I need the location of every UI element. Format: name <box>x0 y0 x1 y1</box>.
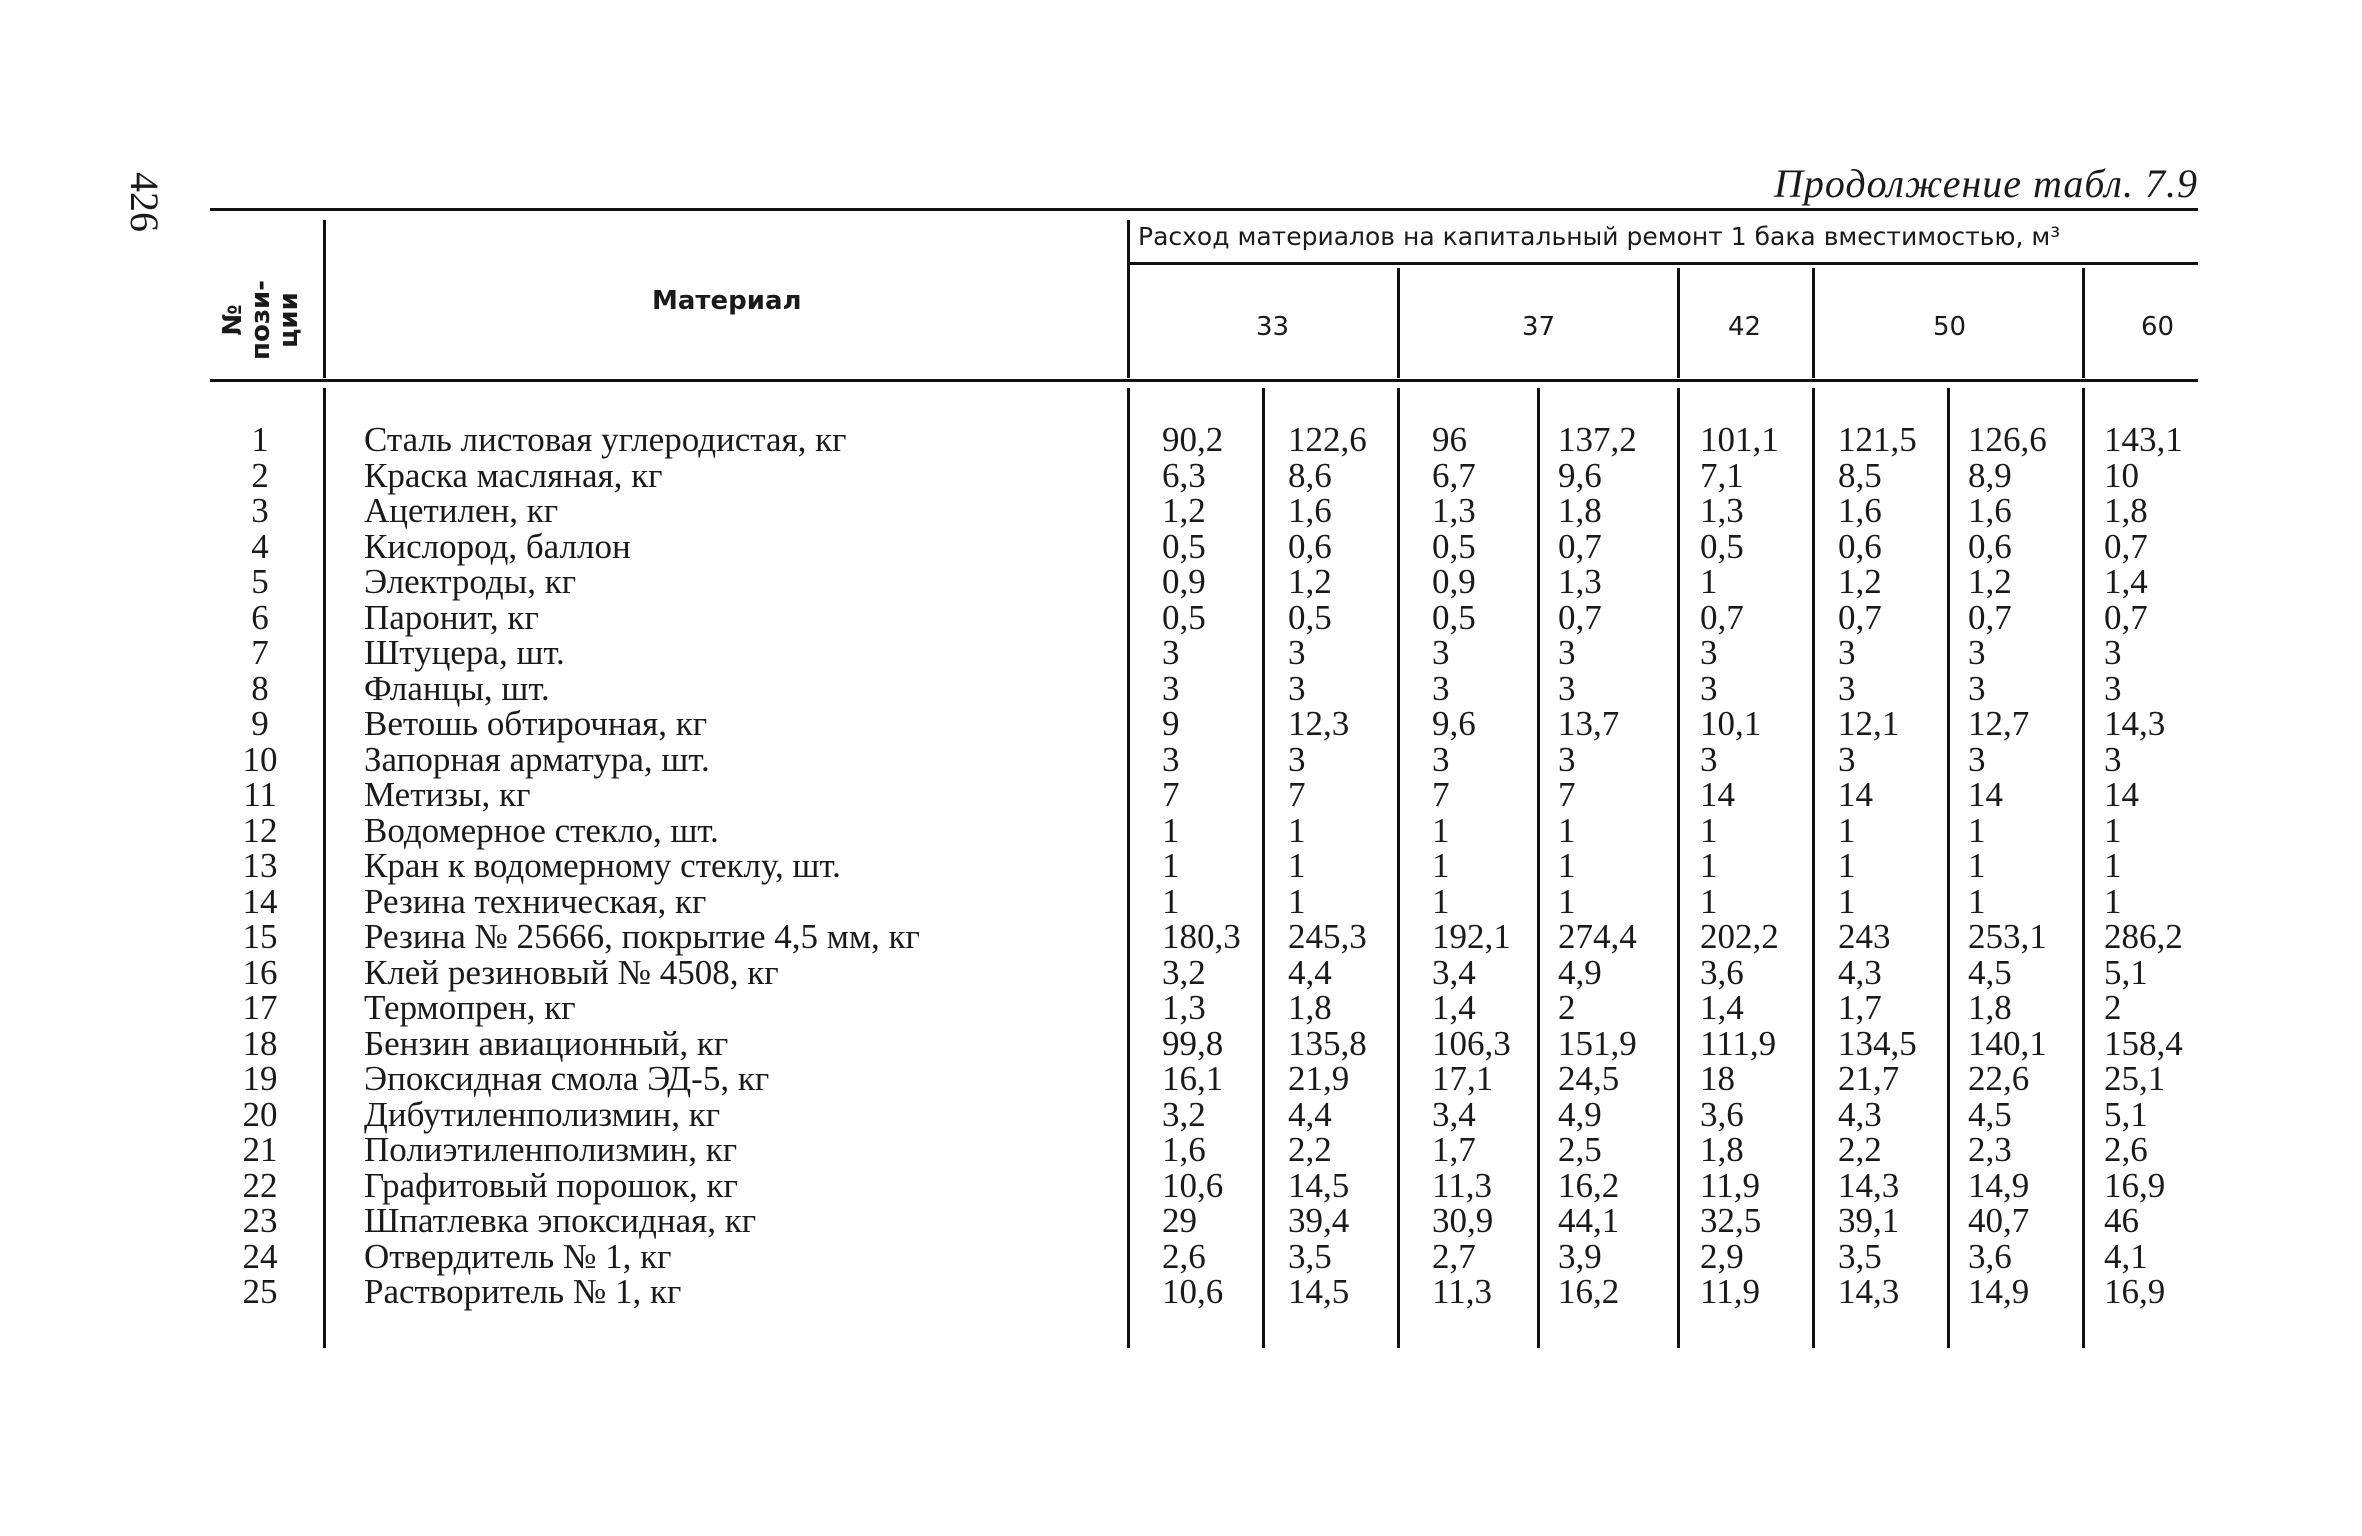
consumption-value: 1 <box>1700 562 1718 601</box>
volume-header-33: 33 <box>1256 312 1290 342</box>
position-number: 8 <box>251 668 269 708</box>
consumption-value: 44,1 <box>1558 1201 1620 1240</box>
consumption-value: 17,1 <box>1432 1059 1494 1098</box>
consumption-value: 1,7 <box>1838 988 1882 1027</box>
consumption-value: 274,4 <box>1558 917 1637 956</box>
consumption-value: 137,2 <box>1558 420 1637 459</box>
table-row <box>0 881 2362 921</box>
consumption-value: 4,9 <box>1558 1094 1602 1134</box>
position-number: 19 <box>242 1059 278 1098</box>
consumption-value: 3 <box>1162 633 1180 672</box>
consumption-value: 1,6 <box>1838 491 1882 530</box>
consumption-value: 1 <box>2104 881 2122 921</box>
consumption-value: 101,1 <box>1700 420 1779 459</box>
consumption-value: 3 <box>1968 739 1986 779</box>
consumption-value: 134,5 <box>1838 1023 1917 1063</box>
consumption-value: 1,8 <box>1288 988 1332 1027</box>
consumption-value: 2,3 <box>1968 1130 2012 1169</box>
material-name: Полиэтиленполизмин, кг <box>364 1130 738 1169</box>
consumption-value: 16,2 <box>1558 1272 1620 1311</box>
consumption-value: 0,5 <box>1432 597 1476 637</box>
table-caption: Продолжение табл. 7.9 <box>1773 161 2198 206</box>
table-row <box>0 526 2362 566</box>
consumption-value: 3 <box>2104 668 2122 708</box>
position-number: 15 <box>242 917 278 956</box>
consumption-value: 16,2 <box>1558 1165 1620 1205</box>
consumption-value: 3 <box>1838 668 1856 708</box>
consumption-value: 6,3 <box>1162 455 1206 495</box>
page-number: 426 <box>122 172 167 232</box>
consumption-value: 1,6 <box>1162 1130 1206 1169</box>
consumption-value: 1 <box>1558 881 1576 921</box>
consumption-value: 2 <box>1558 988 1576 1027</box>
consumption-value: 1 <box>1288 810 1306 850</box>
consumption-value: 7,1 <box>1700 455 1744 495</box>
consumption-value: 14 <box>1700 775 1735 814</box>
consumption-value: 0,6 <box>1968 526 2012 566</box>
consumption-value: 3 <box>1700 668 1718 708</box>
consumption-value: 2,7 <box>1432 1236 1476 1276</box>
position-number: 17 <box>242 988 278 1027</box>
consumption-value: 126,6 <box>1968 420 2047 459</box>
material-name: Дибутиленполизмин, кг <box>364 1094 721 1134</box>
consumption-value: 1 <box>1288 881 1306 921</box>
consumption-value: 0,9 <box>1162 562 1206 601</box>
consumption-value: 4,9 <box>1558 952 1602 992</box>
consumption-value: 0,5 <box>1700 526 1744 566</box>
consumption-value: 0,7 <box>2104 526 2148 566</box>
consumption-value: 1 <box>1432 846 1450 885</box>
consumption-value: 140,1 <box>1968 1023 2047 1063</box>
consumption-value: 0,5 <box>1432 526 1476 566</box>
consumption-value: 202,2 <box>1700 917 1779 956</box>
consumption-value: 1 <box>1838 846 1856 885</box>
consumption-value: 3 <box>1838 739 1856 779</box>
position-number: 16 <box>242 952 278 992</box>
consumption-value: 14,5 <box>1288 1272 1350 1311</box>
subheader-rule <box>1128 262 2198 265</box>
consumption-value: 21,9 <box>1288 1059 1350 1098</box>
consumption-value: 39,1 <box>1838 1201 1900 1240</box>
volume-header-50: 50 <box>1933 312 1967 342</box>
consumption-value: 0,7 <box>1838 597 1882 637</box>
consumption-value: 3 <box>1968 668 1986 708</box>
table-row <box>0 493 2362 529</box>
consumption-value: 11,3 <box>1432 1165 1492 1205</box>
consumption-value: 32,5 <box>1700 1201 1762 1240</box>
table-row <box>0 1274 2362 1310</box>
table-row <box>0 1094 2362 1134</box>
consumption-value: 1,2 <box>1838 562 1882 601</box>
consumption-value: 9,6 <box>1432 704 1476 743</box>
consumption-value: 0,9 <box>1432 562 1476 601</box>
consumption-value: 40,7 <box>1968 1201 2030 1240</box>
consumption-value: 1,3 <box>1558 562 1602 601</box>
consumption-value: 3,4 <box>1432 952 1476 992</box>
consumption-value: 14 <box>1968 775 2003 814</box>
table-row <box>0 1203 2362 1239</box>
consumption-value: 3,2 <box>1162 1094 1206 1134</box>
consumption-value: 18 <box>1700 1059 1735 1098</box>
volume-header-37: 37 <box>1522 312 1556 342</box>
col-divider <box>1812 268 1815 378</box>
position-header: № пози- ции <box>218 280 304 360</box>
consumption-value: 96 <box>1432 420 1467 459</box>
consumption-value: 16,9 <box>2104 1272 2166 1311</box>
consumption-value: 0,5 <box>1162 526 1206 566</box>
material-name: Сталь листовая углеродистая, кг <box>364 420 847 459</box>
material-name: Термопрен, кг <box>364 988 576 1027</box>
consumption-value: 3 <box>2104 739 2122 779</box>
consumption-value: 14,3 <box>1838 1165 1900 1205</box>
consumption-value: 1 <box>1558 846 1576 885</box>
material-name: Метизы, кг <box>364 775 531 814</box>
consumption-value: 1 <box>1162 881 1180 921</box>
consumption-value: 192,1 <box>1432 917 1511 956</box>
consumption-value: 1 <box>1162 846 1180 885</box>
material-name: Ацетилен, кг <box>364 491 559 530</box>
consumption-value: 1 <box>1838 810 1856 850</box>
consumption-value: 8,5 <box>1838 455 1882 495</box>
consumption-value: 111,9 <box>1700 1023 1777 1063</box>
consumption-value: 4,4 <box>1288 952 1332 992</box>
consumption-value: 3 <box>2104 633 2122 672</box>
consumption-value: 46 <box>2104 1201 2139 1240</box>
table-row <box>0 668 2362 708</box>
consumption-value: 180,3 <box>1162 917 1241 956</box>
consumption-value: 143,1 <box>2104 420 2183 459</box>
consumption-value: 2,9 <box>1700 1236 1744 1276</box>
material-header: Материал <box>652 286 802 316</box>
table-row <box>0 455 2362 495</box>
consumption-value: 7 <box>1288 775 1306 814</box>
consumption-value: 0,7 <box>2104 597 2148 637</box>
position-number: 11 <box>243 775 277 814</box>
consumption-value: 6,7 <box>1432 455 1476 495</box>
volume-header-60: 60 <box>2141 312 2175 342</box>
consumption-value: 1 <box>1700 810 1718 850</box>
consumption-value: 1 <box>1432 810 1450 850</box>
consumption-value: 158,4 <box>2104 1023 2183 1063</box>
consumption-value: 22,6 <box>1968 1059 2030 1098</box>
consumption-value: 1 <box>1700 846 1718 885</box>
consumption-value: 2 <box>2104 988 2122 1027</box>
material-name: Краска масляная, кг <box>364 455 663 495</box>
col-divider <box>1397 268 1400 378</box>
consumption-value: 14,3 <box>1838 1272 1900 1311</box>
material-name: Штуцера, шт. <box>364 633 565 672</box>
table-row <box>0 564 2362 600</box>
consumption-value: 3,6 <box>1968 1236 2012 1276</box>
consumption-value: 14,3 <box>2104 704 2166 743</box>
consumption-value: 1 <box>1288 846 1306 885</box>
col-divider <box>323 220 326 378</box>
consumption-value: 3,4 <box>1432 1094 1476 1134</box>
consumption-value: 12,3 <box>1288 704 1350 743</box>
consumption-value: 7 <box>1558 775 1576 814</box>
consumption-value: 4,5 <box>1968 1094 2012 1134</box>
position-number: 1 <box>251 420 269 459</box>
consumption-value: 286,2 <box>2104 917 2183 956</box>
position-number: 10 <box>242 739 278 779</box>
consumption-value: 1 <box>1558 810 1576 850</box>
consumption-value: 12,7 <box>1968 704 2030 743</box>
position-number: 14 <box>242 881 278 921</box>
consumption-value: 0,6 <box>1288 526 1332 566</box>
consumption-value: 7 <box>1432 775 1450 814</box>
consumption-header: Расход материалов на капитальный ремонт 1 бака вместимостью, м³ <box>1138 222 2061 251</box>
table-row <box>0 810 2362 850</box>
position-number: 7 <box>251 633 269 672</box>
col-divider <box>2082 268 2085 378</box>
consumption-value: 30,9 <box>1432 1201 1494 1240</box>
consumption-value: 0,7 <box>1558 526 1602 566</box>
material-name: Водомерное стекло, шт. <box>364 810 719 850</box>
consumption-value: 4,4 <box>1288 1094 1332 1134</box>
consumption-value: 1,3 <box>1162 988 1206 1027</box>
consumption-value: 135,8 <box>1288 1023 1367 1063</box>
consumption-value: 243 <box>1838 917 1891 956</box>
consumption-value: 151,9 <box>1558 1023 1637 1063</box>
table-row <box>0 1132 2362 1168</box>
position-number: 4 <box>251 526 269 566</box>
table-row <box>0 1023 2362 1063</box>
consumption-value: 3,6 <box>1700 1094 1744 1134</box>
position-number: 2 <box>251 455 269 495</box>
consumption-value: 1 <box>1700 881 1718 921</box>
table-row <box>0 952 2362 992</box>
consumption-value: 1 <box>2104 810 2122 850</box>
consumption-value: 14,5 <box>1288 1165 1350 1205</box>
position-number: 24 <box>242 1236 278 1276</box>
consumption-value: 3 <box>1288 668 1306 708</box>
consumption-value: 3,5 <box>1288 1236 1332 1276</box>
table-row <box>0 990 2362 1026</box>
material-name: Клей резиновый № 4508, кг <box>364 952 779 992</box>
consumption-value: 253,1 <box>1968 917 2047 956</box>
consumption-value: 1,3 <box>1700 491 1744 530</box>
consumption-value: 1 <box>2104 846 2122 885</box>
consumption-value: 12,1 <box>1838 704 1900 743</box>
consumption-value: 1,8 <box>1968 988 2012 1027</box>
consumption-value: 9 <box>1162 704 1180 743</box>
consumption-value: 10 <box>2104 455 2139 495</box>
consumption-value: 24,5 <box>1558 1059 1620 1098</box>
consumption-value: 90,2 <box>1162 420 1224 459</box>
consumption-value: 0,7 <box>1558 597 1602 637</box>
consumption-value: 5,1 <box>2104 952 2148 992</box>
material-name: Паронит, кг <box>364 597 539 637</box>
position-number: 12 <box>242 810 278 850</box>
consumption-value: 9,6 <box>1558 455 1602 495</box>
consumption-value: 3 <box>1838 633 1856 672</box>
consumption-value: 14 <box>1838 775 1873 814</box>
consumption-value: 3,9 <box>1558 1236 1602 1276</box>
consumption-value: 1,8 <box>2104 491 2148 530</box>
consumption-value: 14,9 <box>1968 1165 2030 1205</box>
col-divider <box>1127 220 1130 378</box>
consumption-value: 2,5 <box>1558 1130 1602 1169</box>
consumption-value: 4,1 <box>2104 1236 2148 1276</box>
table-row <box>0 739 2362 779</box>
consumption-value: 11,9 <box>1700 1165 1760 1205</box>
consumption-value: 1,6 <box>1288 491 1332 530</box>
consumption-value: 4,5 <box>1968 952 2012 992</box>
consumption-value: 106,3 <box>1432 1023 1511 1063</box>
consumption-value: 7 <box>1162 775 1180 814</box>
material-name: Шпатлевка эпоксидная, кг <box>364 1201 757 1240</box>
consumption-value: 2,6 <box>2104 1130 2148 1169</box>
consumption-value: 8,9 <box>1968 455 2012 495</box>
material-name: Электроды, кг <box>364 562 577 601</box>
table-row <box>0 777 2362 813</box>
consumption-value: 3 <box>1558 668 1576 708</box>
table-row <box>0 1165 2362 1205</box>
consumption-value: 39,4 <box>1288 1201 1350 1240</box>
consumption-value: 10,1 <box>1700 704 1762 743</box>
consumption-value: 3,6 <box>1700 952 1744 992</box>
material-name: Отвердитель № 1, кг <box>364 1236 672 1276</box>
consumption-value: 1 <box>1162 810 1180 850</box>
consumption-value: 3 <box>1700 739 1718 779</box>
consumption-value: 1,8 <box>1558 491 1602 530</box>
consumption-value: 1 <box>1968 846 1986 885</box>
consumption-value: 2,2 <box>1288 1130 1332 1169</box>
table-row <box>0 848 2362 884</box>
consumption-value: 1,7 <box>1432 1130 1476 1169</box>
consumption-value: 8,6 <box>1288 455 1332 495</box>
consumption-value: 0,7 <box>1700 597 1744 637</box>
consumption-value: 3 <box>1432 668 1450 708</box>
consumption-value: 3 <box>1162 668 1180 708</box>
consumption-value: 3 <box>1288 739 1306 779</box>
position-number: 3 <box>251 491 269 530</box>
consumption-value: 3 <box>1432 739 1450 779</box>
consumption-value: 0,7 <box>1968 597 2012 637</box>
consumption-value: 122,6 <box>1288 420 1367 459</box>
position-number: 21 <box>242 1130 278 1169</box>
position-number: 25 <box>242 1272 278 1311</box>
consumption-value: 25,1 <box>2104 1059 2166 1098</box>
consumption-value: 1,6 <box>1968 491 2012 530</box>
consumption-value: 1,4 <box>1432 988 1476 1027</box>
material-name: Эпоксидная смола ЭД-5, кг <box>364 1059 770 1098</box>
consumption-value: 3 <box>1558 633 1576 672</box>
table-row <box>0 919 2362 955</box>
consumption-value: 2,6 <box>1162 1236 1206 1276</box>
volume-header-42: 42 <box>1728 312 1762 342</box>
consumption-value: 13,7 <box>1558 704 1620 743</box>
material-name: Запорная арматура, шт. <box>364 739 710 779</box>
top-rule <box>210 208 2198 211</box>
consumption-value: 5,1 <box>2104 1094 2148 1134</box>
consumption-value: 11,3 <box>1432 1272 1492 1311</box>
consumption-value: 1,4 <box>2104 562 2148 601</box>
consumption-value: 10,6 <box>1162 1165 1224 1205</box>
consumption-value: 3 <box>1432 633 1450 672</box>
consumption-value: 99,8 <box>1162 1023 1224 1063</box>
consumption-value: 14 <box>2104 775 2139 814</box>
consumption-value: 0,5 <box>1288 597 1332 637</box>
material-name: Кислород, баллон <box>364 526 631 566</box>
consumption-value: 1 <box>1432 881 1450 921</box>
consumption-value: 1,2 <box>1288 562 1332 601</box>
position-number: 20 <box>242 1094 278 1134</box>
consumption-value: 4,3 <box>1838 952 1882 992</box>
consumption-value: 245,3 <box>1288 917 1367 956</box>
consumption-value: 1,8 <box>1700 1130 1744 1169</box>
consumption-value: 3,2 <box>1162 952 1206 992</box>
consumption-value: 2,2 <box>1838 1130 1882 1169</box>
consumption-value: 1,2 <box>1968 562 2012 601</box>
consumption-value: 1,2 <box>1162 491 1206 530</box>
consumption-value: 11,9 <box>1700 1272 1760 1311</box>
material-name: Ветошь обтирочная, кг <box>364 704 708 743</box>
consumption-value: 16,1 <box>1162 1059 1224 1098</box>
table-row <box>0 706 2362 742</box>
position-number: 9 <box>251 704 269 743</box>
consumption-value: 1 <box>1968 881 1986 921</box>
position-number: 13 <box>242 846 278 885</box>
material-name: Резина техническая, кг <box>364 881 707 921</box>
consumption-value: 3 <box>1288 633 1306 672</box>
material-name: Кран к водомерному стеклу, шт. <box>364 846 841 885</box>
table-row <box>0 1236 2362 1276</box>
consumption-value: 1 <box>1968 810 1986 850</box>
material-name: Бензин авиационный, кг <box>364 1023 729 1063</box>
header-bottom-rule <box>210 379 2198 382</box>
table-row <box>0 635 2362 671</box>
table-row <box>0 597 2362 637</box>
consumption-value: 3 <box>1968 633 1986 672</box>
consumption-value: 3 <box>1700 633 1718 672</box>
consumption-value: 1 <box>1838 881 1856 921</box>
position-number: 22 <box>242 1165 278 1205</box>
consumption-value: 21,7 <box>1838 1059 1900 1098</box>
consumption-value: 0,6 <box>1838 526 1882 566</box>
consumption-value: 3,5 <box>1838 1236 1882 1276</box>
table-row <box>0 1061 2362 1097</box>
consumption-value: 121,5 <box>1838 420 1917 459</box>
col-divider <box>1677 268 1680 378</box>
consumption-value: 1,3 <box>1432 491 1476 530</box>
consumption-value: 14,9 <box>1968 1272 2030 1311</box>
consumption-value: 3 <box>1558 739 1576 779</box>
material-name: Графитовый порошок, кг <box>364 1165 738 1205</box>
consumption-value: 0,5 <box>1162 597 1206 637</box>
consumption-value: 29 <box>1162 1201 1197 1240</box>
position-number: 6 <box>251 597 269 637</box>
table-row <box>0 422 2362 458</box>
position-number: 5 <box>251 562 269 601</box>
material-name: Растворитель № 1, кг <box>364 1272 682 1311</box>
position-number: 18 <box>242 1023 278 1063</box>
consumption-value: 16,9 <box>2104 1165 2166 1205</box>
material-name: Резина № 25666, покрытие 4,5 мм, кг <box>364 917 920 956</box>
material-name: Фланцы, шт. <box>364 668 550 708</box>
consumption-value: 3 <box>1162 739 1180 779</box>
consumption-value: 1,4 <box>1700 988 1744 1027</box>
consumption-value: 4,3 <box>1838 1094 1882 1134</box>
consumption-value: 10,6 <box>1162 1272 1224 1311</box>
position-number: 23 <box>242 1201 278 1240</box>
